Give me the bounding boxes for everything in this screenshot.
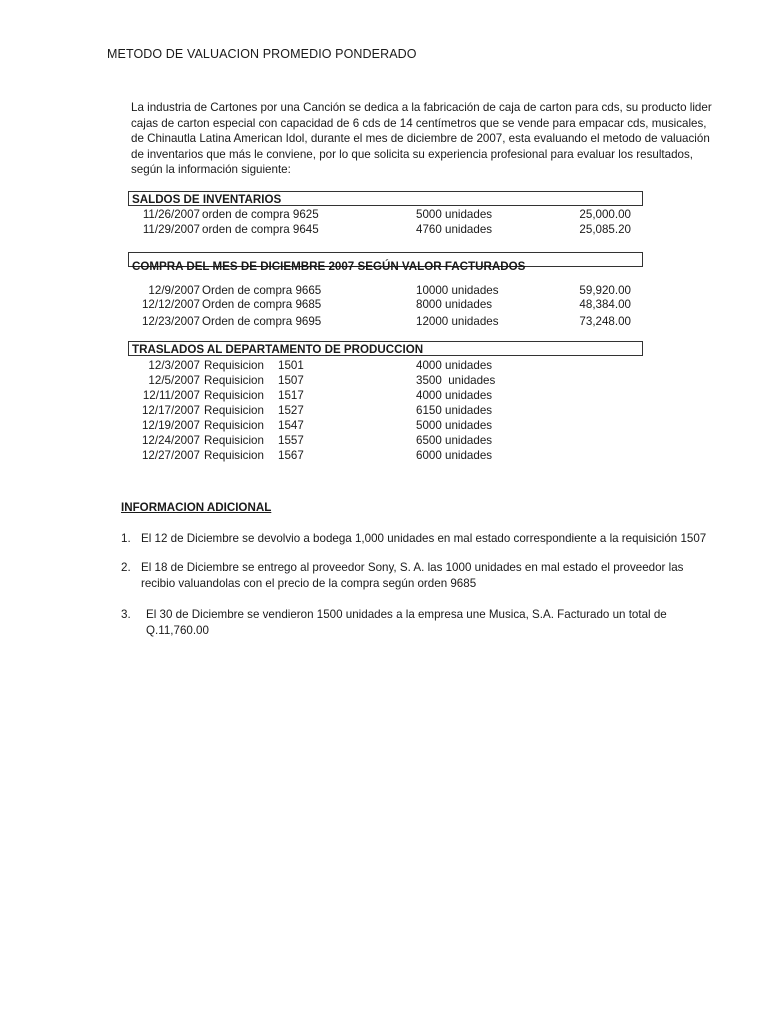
intro-line: según la información siguiente: — [131, 163, 291, 177]
info-item-line: El 18 de Diciembre se entrego al proveedor Sony, S. A. las 1000 unidades en mal estado el proveedor las — [141, 561, 684, 574]
row-date: 12/3/2007 — [148, 359, 200, 372]
row-qty: 6000 unidades — [416, 449, 493, 462]
saldos-row — [0, 207, 700, 222]
row-desc: Orden de compra 9695 — [202, 315, 322, 328]
saldos-row — [0, 222, 700, 237]
row-amount: 73,248.00 — [579, 315, 631, 328]
row-number: 1567 — [278, 449, 304, 462]
intro-line: La industria de Cartones por una Canción se dedica a la fabricación de caja de carton para cds, su producto lider — [131, 101, 712, 114]
info-item — [121, 607, 721, 639]
row-date: 12/23/2007 — [141, 315, 200, 328]
row-desc: Requisicion — [204, 449, 264, 462]
row-date: 12/19/2007 — [141, 419, 200, 432]
info-item-line: El 30 de Diciembre se vendieron 1500 unidades a la empresa une Musica, S.A. Facturado un total de — [146, 608, 667, 621]
row-date: 12/12/2007 — [141, 298, 200, 311]
row-desc: Requisicion — [204, 359, 264, 372]
row-desc: Requisicion — [204, 374, 264, 387]
row-qty: 4760 unidades — [416, 223, 493, 236]
row-desc: Requisicion — [204, 434, 264, 447]
row-amount: 48,384.00 — [579, 298, 631, 311]
row-date: 12/5/2007 — [148, 374, 200, 387]
intro-line: cajas de carton especial con capacidad de 6 cds de 14 centímetros que se vende para empacar cds, musicales, — [131, 116, 707, 130]
row-qty: 10000 unidades — [416, 284, 499, 297]
intro-paragraph — [131, 100, 741, 178]
row-date: 12/27/2007 — [141, 449, 200, 462]
traslados-heading: TRASLADOS AL DEPARTAMENTO DE PRODUCCION — [128, 341, 643, 356]
info-heading: INFORMACION ADICIONAL — [121, 501, 272, 514]
row-qty: 5000 unidades — [416, 208, 493, 221]
traslados-row — [0, 448, 700, 463]
row-qty: 8000 unidades — [416, 298, 493, 311]
row-desc: Orden de compra 9685 — [202, 298, 322, 311]
row-desc: Requisicion — [204, 404, 264, 417]
row-amount: 59,920.00 — [579, 284, 631, 297]
compras-row — [0, 297, 700, 312]
compras-heading-text: COMPRA DEL MES DE DICIEMBRE 2007 SEGÚN VALOR FACTURADOS — [132, 260, 526, 273]
compras-row — [0, 283, 700, 298]
row-date: 11/26/2007 — [142, 208, 200, 221]
info-item-number: 3. — [121, 608, 131, 621]
row-qty: 6500 unidades — [416, 434, 493, 447]
compras-heading — [128, 252, 643, 273]
row-qty: 6150 unidades — [416, 404, 493, 417]
row-date: 12/11/2007 — [142, 389, 200, 402]
row-date: 11/29/2007 — [142, 223, 200, 236]
row-amount: 25,000.00 — [579, 208, 631, 221]
saldos-heading: SALDOS DE INVENTARIOS — [128, 191, 643, 206]
info-item — [121, 560, 721, 592]
info-item-line: El 12 de Diciembre se devolvio a bodega 1,000 unidades en mal estado correspondiente a la requisición 1507 — [141, 532, 707, 545]
info-item-number: 2. — [121, 561, 131, 574]
row-desc: Requisicion — [204, 389, 264, 402]
intro-line: de Chinautla Latina American Idol, durante el mes de diciembre de 2007, esta evaluando el metodo de valuación — [131, 132, 710, 146]
intro-line: de inventarios que más le conviene, por lo que solicita su experiencia profesional para evaluar los resultados, — [131, 147, 693, 161]
traslados-row — [0, 358, 700, 373]
row-number: 1527 — [278, 404, 304, 417]
row-amount: 25,085.20 — [579, 223, 631, 236]
row-desc: Orden de compra 9665 — [202, 284, 322, 297]
row-date: 12/24/2007 — [141, 434, 200, 447]
row-number: 1501 — [278, 359, 304, 372]
traslados-row — [0, 433, 700, 448]
row-desc: orden de compra 9645 — [202, 223, 319, 236]
info-item-number: 1. — [121, 532, 131, 545]
row-date: 12/17/2007 — [141, 404, 200, 417]
traslados-row — [0, 418, 700, 433]
info-item — [121, 531, 721, 547]
row-qty: 4000 unidades — [416, 389, 493, 402]
row-qty: 3500 unidades — [416, 374, 496, 387]
row-qty: 12000 unidades — [416, 315, 499, 328]
traslados-row — [0, 403, 700, 418]
row-date: 12/9/2007 — [148, 284, 200, 297]
traslados-row — [0, 388, 700, 403]
document-title: METODO DE VALUACION PROMEDIO PONDERADO — [107, 47, 417, 61]
row-number: 1517 — [278, 389, 304, 402]
row-number: 1507 — [278, 374, 304, 387]
row-number: 1557 — [278, 434, 304, 447]
traslados-row — [0, 373, 700, 388]
info-item-line: Q.11,760.00 — [146, 624, 209, 637]
row-qty: 4000 unidades — [416, 359, 493, 372]
row-desc: orden de compra 9625 — [202, 208, 319, 221]
info-item-line: recibio valuandolas con el precio de la compra según orden 9685 — [141, 577, 477, 590]
row-desc: Requisicion — [204, 419, 264, 432]
row-qty: 5000 unidades — [416, 419, 493, 432]
row-number: 1547 — [278, 419, 304, 432]
compras-row — [0, 314, 700, 329]
